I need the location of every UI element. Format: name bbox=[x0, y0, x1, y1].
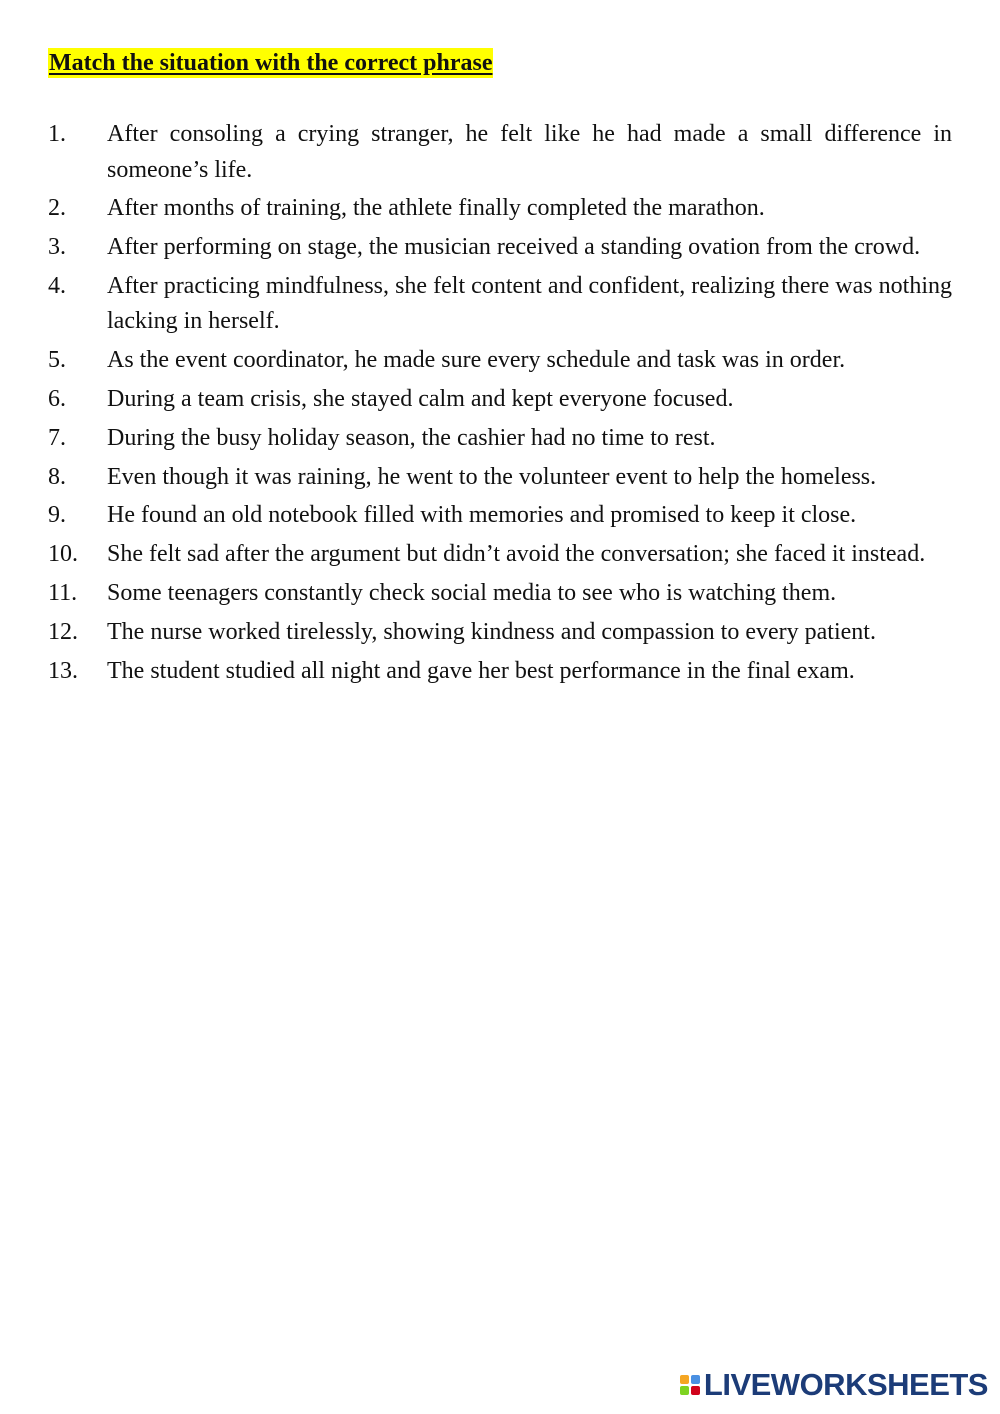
item-number: 10. bbox=[48, 541, 78, 568]
item-text: She felt sad after the argument but didn’t avoid the conversation; she faced it instead. bbox=[107, 541, 926, 568]
item-text: After performing on stage, the musician received a standing ovation from the crowd. bbox=[107, 234, 921, 261]
list-item bbox=[48, 537, 952, 573]
worksheet-title: Match the situation with the correct phrase bbox=[49, 50, 493, 76]
item-text: After months of training, the athlete finally completed the marathon. bbox=[107, 195, 765, 222]
liveworksheets-logo[interactable] bbox=[680, 1368, 988, 1402]
item-number: 4. bbox=[48, 272, 66, 299]
list-item bbox=[48, 269, 952, 340]
list-item bbox=[48, 421, 952, 457]
item-number: 6. bbox=[48, 385, 66, 412]
item-number: 9. bbox=[48, 502, 66, 529]
list-item bbox=[48, 576, 952, 612]
item-text: Even though it was raining, he went to the volunteer event to help the homeless. bbox=[107, 463, 877, 490]
item-text: During the busy holiday season, the cashier had no time to rest. bbox=[107, 424, 716, 451]
item-text: He found an old notebook filled with memories and promised to keep it close. bbox=[107, 502, 857, 529]
item-number: 1. bbox=[48, 121, 66, 147]
item-number: 13. bbox=[48, 657, 78, 684]
logo-square-e bbox=[691, 1386, 700, 1395]
item-number: 12. bbox=[48, 618, 78, 645]
logo-square-i bbox=[691, 1375, 700, 1384]
list-item bbox=[48, 382, 952, 418]
item-text: After practicing mindfulness, she felt content and confident, realizing there was nothing lacking in herself. bbox=[107, 272, 952, 335]
item-text: During a team crisis, she stayed calm and kept everyone focused. bbox=[107, 385, 734, 412]
item-text: The nurse worked tirelessly, showing kindness and compassion to every patient. bbox=[107, 618, 876, 645]
situation-list bbox=[48, 117, 952, 692]
liveworksheets-logo-icon bbox=[680, 1375, 700, 1395]
item-text: After consoling a crying stranger, he felt like he had made a small difference in someone’s life. bbox=[107, 121, 952, 183]
item-number: 8. bbox=[48, 463, 66, 490]
list-item bbox=[48, 343, 952, 379]
list-item bbox=[48, 191, 952, 227]
logo-square-v bbox=[680, 1386, 689, 1395]
item-text: As the event coordinator, he made sure every schedule and task was in order. bbox=[107, 347, 846, 374]
logo-text: LIVEWORKSHEETS bbox=[703, 1367, 988, 1402]
item-number: 2. bbox=[48, 195, 66, 222]
list-item bbox=[48, 654, 952, 690]
item-number: 5. bbox=[48, 347, 66, 374]
item-number: 7. bbox=[48, 424, 66, 451]
list-item bbox=[48, 117, 952, 188]
item-number: 3. bbox=[48, 234, 66, 261]
item-text: Some teenagers constantly check social media to see who is watching them. bbox=[107, 579, 837, 606]
item-number: 11. bbox=[48, 579, 78, 606]
item-text: The student studied all night and gave her best performance in the final exam. bbox=[107, 657, 855, 684]
list-item bbox=[48, 460, 952, 496]
list-item bbox=[48, 498, 952, 534]
list-item bbox=[48, 615, 952, 651]
logo-square-l bbox=[680, 1375, 689, 1384]
list-item bbox=[48, 230, 952, 266]
